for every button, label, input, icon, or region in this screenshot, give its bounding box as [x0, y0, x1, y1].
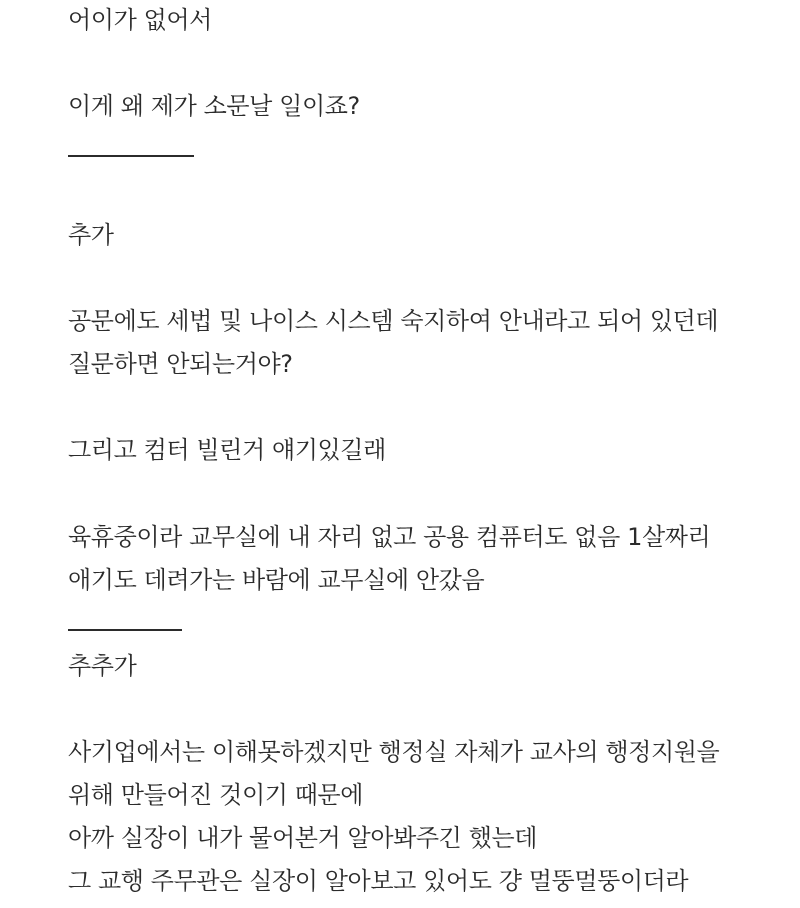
text-line: 사기업에서는 이해못하겠지만 행정실 자체가 교사의 행정지원을: [68, 738, 720, 766]
text-line: 애기도 데려가는 바람에 교무실에 안갔음: [68, 566, 485, 594]
text-line: 추가: [68, 221, 114, 249]
text-line: 이게 왜 제가 소문날 일이죠?: [68, 92, 360, 120]
text-line: 추추가: [68, 652, 137, 680]
text-line: 어이가 없어서: [68, 6, 212, 34]
text-line: 위해 만들어진 것이기 때문에: [68, 781, 364, 809]
divider-line: [68, 629, 182, 631]
text-line: 육휴중이라 교무실에 내 자리 없고 공용 컴퓨터도 없음 1살짜리: [68, 523, 711, 551]
text-line: 아까 실장이 내가 물어본거 알아봐주긴 했는데: [68, 824, 538, 852]
divider-line: [68, 155, 194, 157]
text-line: 그 교행 주무관은 실장이 알아보고 있어도 걍 멀뚱멀뚱이더라: [68, 867, 689, 895]
text-line: 그리고 컴터 빌린거 얘기있길래: [68, 436, 386, 464]
text-line: 질문하면 안되는거야?: [68, 350, 293, 378]
text-line: 공문에도 세법 및 나이스 시스템 숙지하여 안내라고 되어 있던데: [68, 307, 719, 335]
